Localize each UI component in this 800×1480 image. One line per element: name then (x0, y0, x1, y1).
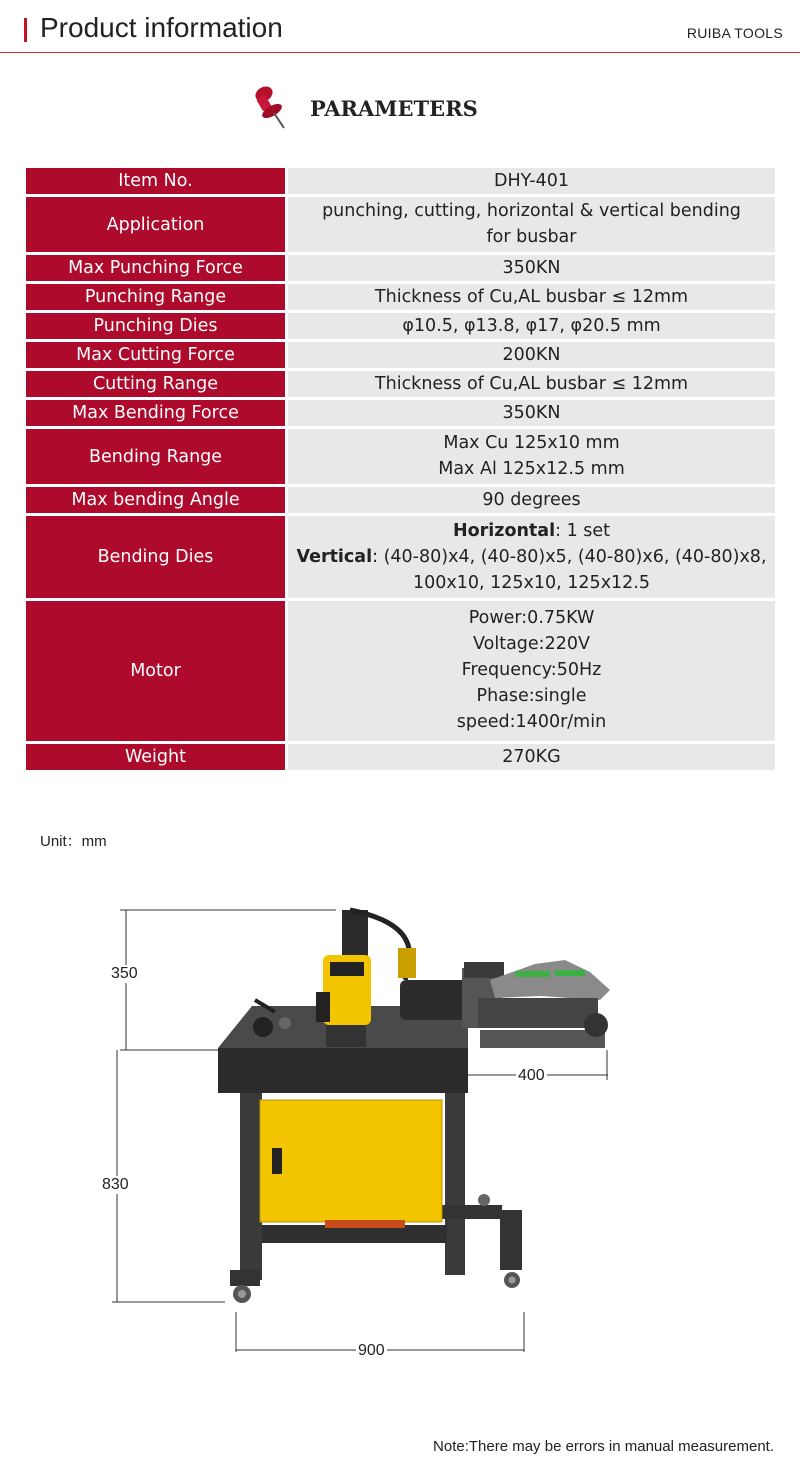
spec-value (287, 196, 776, 254)
spec-value-line: 200KN (502, 345, 561, 365)
spec-value-line: punching, cutting, horizontal & vertical bending (322, 201, 741, 221)
spec-label: Bending Range (26, 428, 287, 486)
spec-value-line: speed:1400r/min (456, 712, 607, 732)
machine-table (218, 1048, 468, 1093)
spec-value-line: 270KG (502, 747, 561, 767)
spec-label: Cutting Range (26, 370, 287, 399)
spec-row (26, 341, 775, 370)
machine-cabinet (260, 1100, 442, 1222)
spec-value-line: 100x10, 125x10, 125x12.5 (412, 573, 651, 593)
header-accent-bar (24, 18, 27, 42)
spec-value-line: Vertical: (40-80)x4, (40-80)x5, (40-80)x6, (40-80)x8, (296, 547, 767, 567)
spec-label: Max bending Angle (26, 486, 287, 515)
spec-value-line: Frequency:50Hz (461, 660, 602, 680)
spec-row (26, 196, 775, 254)
machine-illustration (0, 880, 800, 1380)
spec-value-line: Max Al 125x12.5 mm (438, 459, 625, 479)
dimension-830: 830 (102, 1176, 129, 1193)
spec-row (26, 600, 775, 743)
measurement-note: Note:There may be errors in manual measurement. (433, 1438, 774, 1455)
spec-value (287, 399, 776, 428)
spec-value-line: Thickness of Cu,AL busbar ≤ 12mm (374, 374, 689, 394)
spec-value-line: 90 degrees (482, 490, 581, 510)
spec-value (287, 312, 776, 341)
spec-value (287, 515, 776, 600)
section-title: PARAMETERS (310, 96, 478, 121)
dimension-900: 900 (358, 1342, 385, 1359)
dimension-400: 400 (518, 1067, 545, 1084)
spec-row (26, 399, 775, 428)
spec-label: Motor (26, 600, 287, 743)
spec-row (26, 254, 775, 283)
spec-value (287, 486, 776, 515)
spec-value-line: 350KN (502, 258, 561, 278)
spec-value (287, 341, 776, 370)
dimension-diagram (0, 880, 800, 1380)
spec-value (287, 370, 776, 399)
spec-value-line: 350KN (502, 403, 561, 423)
spec-label: Max Bending Force (26, 399, 287, 428)
spec-value-line: Power:0.75KW (468, 608, 595, 628)
spec-value (287, 600, 776, 743)
spec-label: Bending Dies (26, 515, 287, 600)
spec-value (287, 283, 776, 312)
unit-label: Unit：mm (40, 833, 107, 850)
page-header (0, 0, 800, 53)
spec-value-line: Phase:single (476, 686, 587, 706)
spec-value-line: DHY-401 (494, 171, 569, 191)
spec-row (26, 370, 775, 399)
spec-row (26, 515, 775, 600)
pushpin-icon (250, 84, 290, 130)
spec-label: Weight (26, 743, 287, 772)
spec-value-line: Max Cu 125x10 mm (443, 433, 620, 453)
spec-table (26, 168, 775, 773)
spec-label: Punching Dies (26, 312, 287, 341)
spec-row (26, 283, 775, 312)
spec-label: Application (26, 196, 287, 254)
brand-name: RUIBA TOOLS (686, 25, 783, 41)
spec-value-line: φ10.5, φ13.8, φ17, φ20.5 mm (402, 316, 661, 336)
spec-row (26, 743, 775, 772)
spec-label: Max Punching Force (26, 254, 287, 283)
spec-row (26, 168, 775, 196)
spec-value (287, 254, 776, 283)
page-title: Product information (40, 12, 283, 43)
spec-label: Item No. (26, 168, 287, 196)
spec-row (26, 428, 775, 486)
spec-value-line: for busbar (486, 227, 577, 247)
spec-row (26, 486, 775, 515)
spec-value (287, 428, 776, 486)
spec-value-line: Voltage:220V (473, 634, 590, 654)
spec-value (287, 168, 776, 196)
spec-label: Max Cutting Force (26, 341, 287, 370)
spec-row (26, 312, 775, 341)
spec-label: Punching Range (26, 283, 287, 312)
spec-value-line: Horizontal: 1 set (452, 521, 611, 541)
spec-value-line: Thickness of Cu,AL busbar ≤ 12mm (374, 287, 689, 307)
dimension-350: 350 (111, 965, 138, 982)
spec-value (287, 743, 776, 772)
